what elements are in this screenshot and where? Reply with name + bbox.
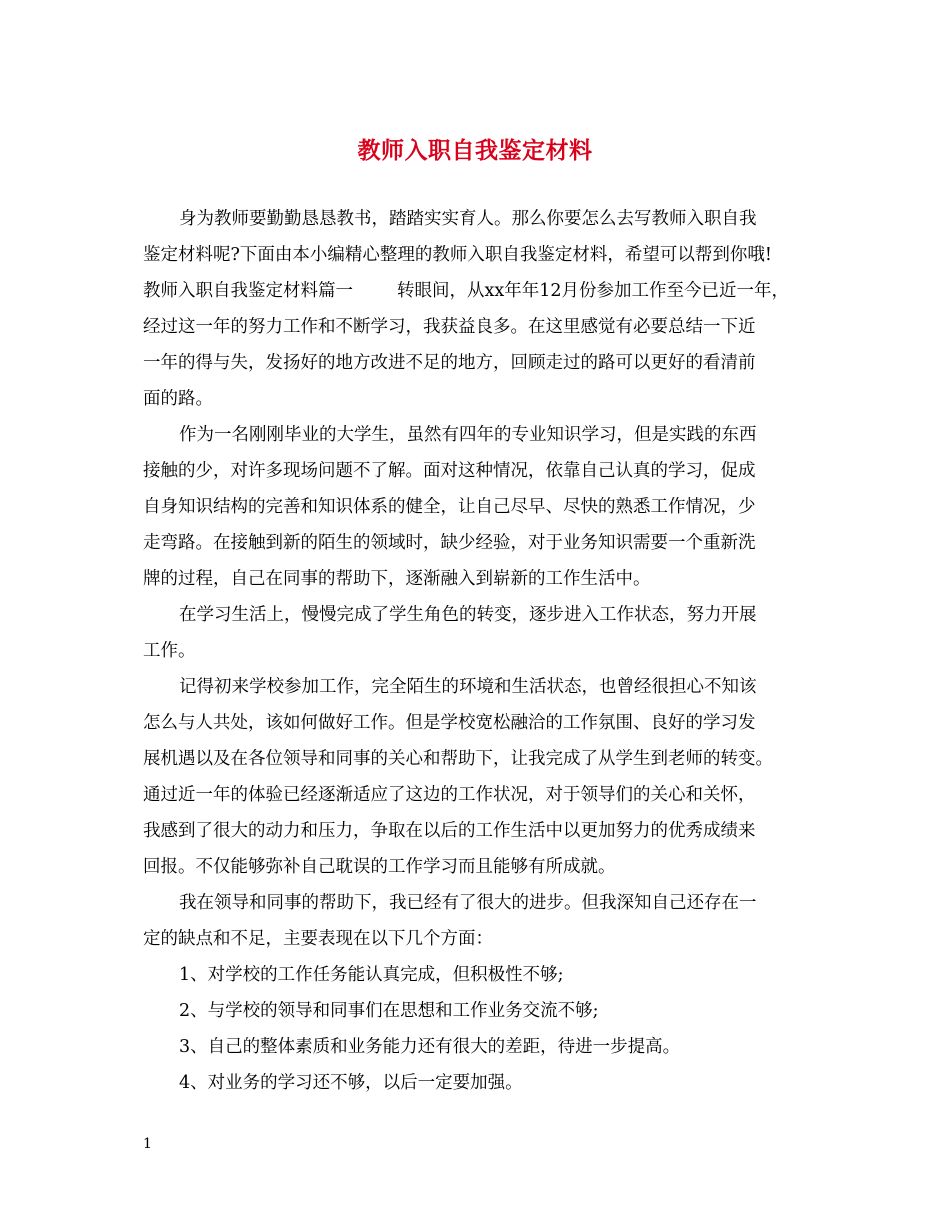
text-line: 鉴定材料呢?下面由本小编精心整理的教师入职自我鉴定材料，希望可以帮到你哦! bbox=[143, 245, 772, 265]
text-line: 经过这一年的努力工作和不断学习，我获益良多。在这里感觉有必要总结一下近 bbox=[143, 317, 756, 337]
text-line: 牌的过程，自己在同事的帮助下，逐渐融入到崭新的工作生活中。 bbox=[143, 569, 651, 589]
text-line: 走弯路。在接触到新的陌生的领域时，缺少经验，对于业务知识需要一个重新洗 bbox=[143, 533, 756, 553]
text-line-with-heading bbox=[143, 276, 813, 312]
text-segment: 转眼间，从xx年年12月份参加工作至今已近一年， bbox=[397, 281, 790, 301]
section-heading: 教师入职自我鉴定材料篇一 bbox=[143, 281, 353, 301]
text-line: 记得初来学校参加工作，完全陌生的环境和生活状态，也曾经很担心不知该 bbox=[179, 677, 757, 697]
text-line: 我感到了很大的动力和压力，争取在以后的工作生活中以更加努力的优秀成绩来 bbox=[143, 821, 756, 841]
text-line: 自身知识结构的完善和知识体系的健全，让自己尽早、尽快的熟悉工作情况，少 bbox=[143, 497, 756, 517]
text-line: 接触的少，对许多现场问题不了解。面对这种情况，依靠自己认真的学习，促成 bbox=[143, 461, 756, 481]
text-line: 一年的得与失，发扬好的地方改进不足的地方，回顾走过的路可以更好的看清前 bbox=[143, 353, 756, 373]
text-line: 作为一名刚刚毕业的大学生，虽然有四年的专业知识学习，但是实践的东西 bbox=[179, 425, 757, 445]
text-line: 面的路。 bbox=[143, 389, 213, 409]
text-line: 回报。不仅能够弥补自己耽误的工作学习而且能够有所成就。 bbox=[143, 857, 616, 877]
page-number: 1 bbox=[143, 1136, 152, 1152]
list-item: 1、对学校的工作任务能认真完成，但积极性不够; bbox=[179, 965, 564, 985]
document-title: 教师入职自我鉴定材料 bbox=[357, 137, 593, 164]
text-line: 工作。 bbox=[143, 641, 196, 661]
text-line: 在学习生活上，慢慢完成了学生角色的转变，逐步进入工作状态，努力开展 bbox=[179, 605, 757, 625]
text-line: 我在领导和同事的帮助下，我已经有了很大的进步。但我深知自己还存在一 bbox=[179, 893, 757, 913]
list-item: 2、与学校的领导和同事们在思想和工作业务交流不够; bbox=[179, 1001, 599, 1021]
text-line: 通过近一年的体验已经逐渐适应了这边的工作状况，对于领导们的关心和关怀， bbox=[143, 785, 756, 805]
text-line: 展机遇以及在各位领导和同事的关心和帮助下，让我完成了从学生到老师的转变。 bbox=[143, 749, 773, 769]
text-line: 定的缺点和不足，主要表现在以下几个方面： bbox=[143, 929, 493, 949]
list-item: 4、对业务的学习还不够，以后一定要加强。 bbox=[179, 1073, 523, 1093]
text-line: 怎么与人共处，该如何做好工作。但是学校宽松融洽的工作氛围、良好的学习发 bbox=[143, 713, 756, 733]
text-line: 身为教师要勤勤恳恳教书，踏踏实实育人。那么你要怎么去写教师入职自我 bbox=[179, 209, 757, 229]
list-item: 3、自己的整体素质和业务能力还有很大的差距，待进一步提高。 bbox=[179, 1037, 681, 1057]
document-body bbox=[143, 204, 813, 1104]
